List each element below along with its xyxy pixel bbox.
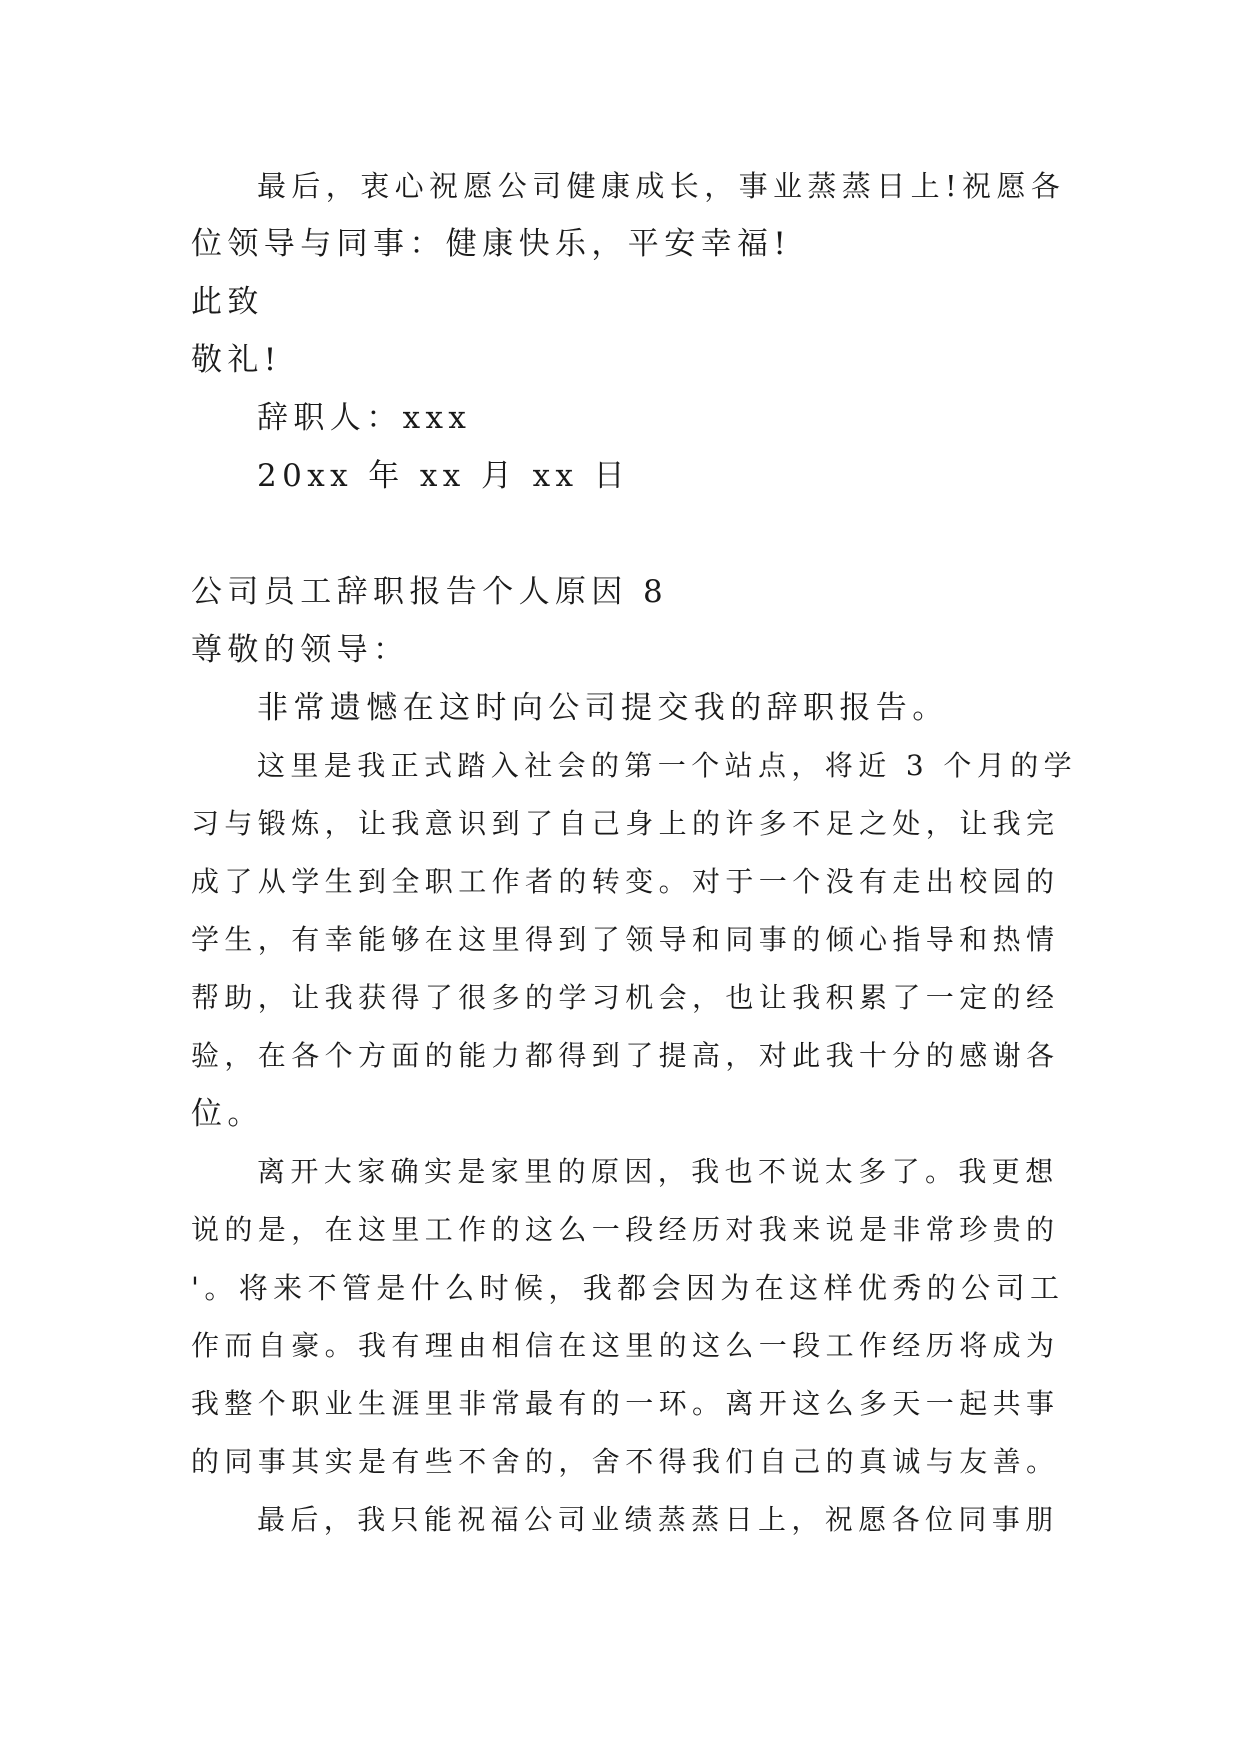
paragraph-line: 学生，有幸能够在这里得到了领导和同事的倾心指导和热情 bbox=[191, 923, 1060, 956]
paragraph-line: 我整个职业生涯里非常最有的一环。离开这么多天一起共事 bbox=[191, 1387, 1060, 1420]
section-title: 公司员工辞职报告个人原因 8 bbox=[191, 574, 669, 610]
letter-greeting: 尊敬的领导： bbox=[191, 632, 410, 668]
signature-resigner: 辞职人：xxx bbox=[257, 400, 472, 436]
salutation-cizhi: 此致 bbox=[191, 284, 264, 320]
paragraph-line: 位。 bbox=[191, 1096, 264, 1132]
closing-wish-line-1: 最后，衷心祝愿公司健康成长，事业蒸蒸日上!祝愿各 bbox=[257, 169, 1066, 203]
paragraph-line: 非常遗憾在这时向公司提交我的辞职报告。 bbox=[257, 690, 949, 726]
closing-wish-line-2: 位领导与同事：健康快乐，平安幸福! bbox=[191, 226, 792, 262]
signature-date: 20xx 年 xx 月 xx 日 bbox=[257, 458, 631, 494]
salutation-jingli: 敬礼! bbox=[191, 342, 282, 378]
paragraph-line: 作而自豪。我有理由相信在这里的这么一段工作经历将成为 bbox=[191, 1329, 1060, 1362]
paragraph-line: 验，在各个方面的能力都得到了提高，对此我十分的感谢各 bbox=[191, 1039, 1060, 1072]
paragraph-line: 的同事其实是有些不舍的，舍不得我们自己的真诚与友善。 bbox=[191, 1445, 1060, 1478]
paragraph-line: 习与锻炼，让我意识到了自己身上的许多不足之处，让我完 bbox=[191, 807, 1060, 840]
paragraph-line: 帮助，让我获得了很多的学习机会，也让我积累了一定的经 bbox=[191, 981, 1060, 1014]
paragraph-line: 离开大家确实是家里的原因，我也不说太多了。我更想 bbox=[257, 1155, 1059, 1188]
paragraph-line: 说的是，在这里工作的这么一段经历对我来说是非常珍贵的 bbox=[191, 1213, 1060, 1246]
paragraph-line: 这里是我正式踏入社会的第一个站点，将近 3 个月的学 bbox=[257, 749, 1078, 782]
paragraph-line: 最后，我只能祝福公司业绩蒸蒸日上，祝愿各位同事朋 bbox=[257, 1503, 1059, 1536]
paragraph-line: '。将来不管是什么时候，我都会因为在这样优秀的公司工 bbox=[191, 1271, 1065, 1305]
paragraph-line: 成了从学生到全职工作者的转变。对于一个没有走出校园的 bbox=[191, 865, 1060, 898]
